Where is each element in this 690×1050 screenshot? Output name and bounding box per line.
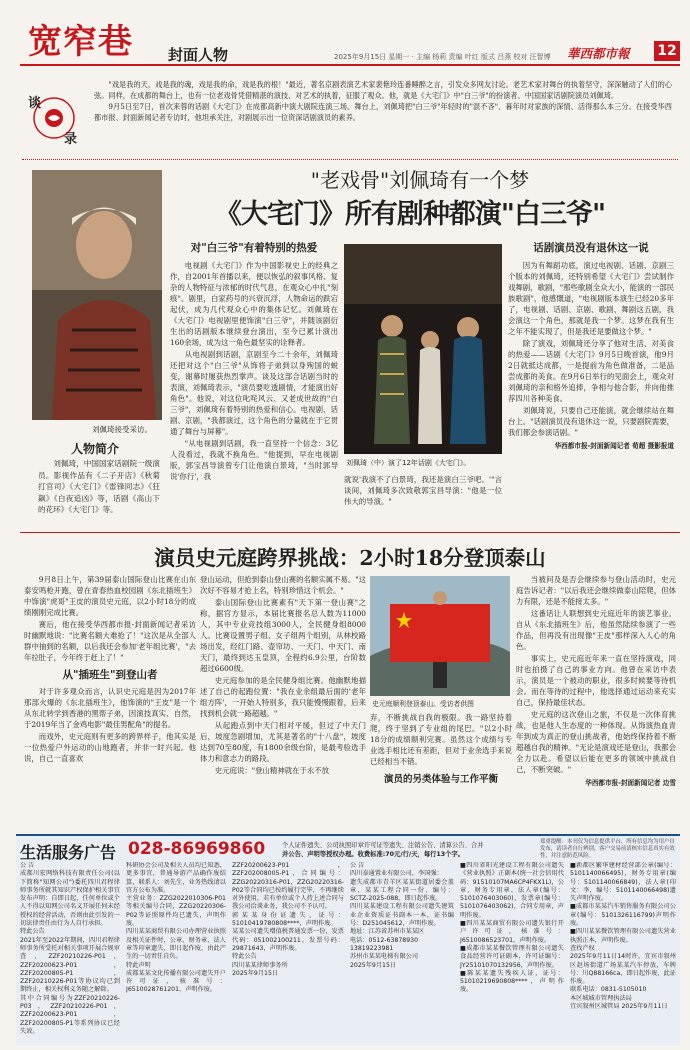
story2-col4 — [516, 574, 676, 787]
header-rule — [20, 64, 680, 66]
story1-col1 — [170, 240, 338, 483]
stage-figures-icon — [344, 244, 502, 454]
story2-col2 — [200, 574, 366, 777]
story2-col1 — [24, 574, 196, 765]
ad-column: 科研协会公司及相关人员均已知悉，更多事宜，普通导游产品确作废结算，联系人：刘先生，业务热线请以官方公布为准。 主营业务：ZZG2022010306-P01等相关编号合同，ZZG20220306-P02等证照原件均已遗失，声明作废。 四川某某商贸有限公司办理营业执照及相关证件时，公章、财务章、法人章等印章遗失，即日起作废，由此产生的一切责任自负。 特此声明 成都某某文化传播有限公司遗失开户许可证，核准号：J6510028761201，声明作废。 — [126, 862, 226, 994]
profile-box-text: 刘佩琦，中国国家话剧院一级演员。影视作品有《二子开店》《秋菊打官司》《大宅门》《雷锋同志》《狂飙》《白夜追凶》等，话剧《高山下的花环》《大宅门》等。 — [38, 459, 160, 514]
intro-paragraph-2: 9月5日至7日，首次来蓉的话剧《大宅门》在成都高新中演大剧院连演三场。舞台上，刘佩琦把"白三爷"年轻时的"混不吝"、暮年时对家族的深情、活得那么本三分。在接受华西都市报、封面新闻记者专访时，他坦承关注，对剧展示出一位资深话剧演员的素养。 — [94, 102, 672, 122]
stage-photo-caption: 刘佩琦（中）演了12年话剧《大宅门》。 — [346, 459, 471, 467]
story2-paragraph: 当被问及是否会继续参与登山活动时，史元庭告诉记者："以后我还会继续做泰山陪爬，但体力有限，还是不能接太多。" — [516, 575, 676, 606]
story2-paragraph: 而戏外，史元庭则有更多的跨界样子，他其实是一位热爱户外运动的山地跑者，并非一时兴起。他说，自己一直喜欢 — [24, 732, 196, 763]
ads-section — [16, 834, 680, 1046]
story1-col3 — [508, 240, 674, 450]
kicker: "老戏骨"刘佩琦有一个梦 — [310, 168, 530, 192]
story2-col3 — [370, 712, 512, 789]
intro-paragraph-1: "戏是我的天，戏是我的魂，戏是我的命，戏是我的根！"最近，著名京剧表演艺术家裴艳玲连番睡醉之言，引发众多网友讨论。老艺术家对舞台的执着坚守，深深触动了人们的心弦。同样，在成都的舞台上，也有一位老戏骨凭借精湛的演技、对艺术的执着，征服了观众。他，就是《大宅门》中"白三爷"的扮演者、中国国家话剧院演员刘佩琦。 — [94, 80, 672, 100]
badge-bottom-char: 录 — [64, 132, 78, 147]
story2-paragraph: 弃，不断挑战自我的极限。我一路坚持着爬，终于坚到了专业组的尾巴。"以2小时18分的成绩顺利完赛。虽然这个成绩与专业选手相比还有差距，但对于业余选手来说已经相当不错。 — [370, 713, 512, 766]
col2-paragraph: 就说'我演不了白景琦，我还是演白三爷吧。'"言谈间，刘佩琦多次致敬郭宝昌导演："他是一位伟大的导演。" — [344, 475, 502, 506]
ad-column: 公 告 四川泰通置业有限公司，李国强： 遗失成都市青羊区某某街道居委会盖章，某某工程合同一份，编号：SCTZ-2025-088，即日起作废。 四川某某建设工程有限公司遗失建筑业企业资质证书副本一本，证书编号：D251045612，声明作废。 地址：江苏省苏州市某某区 电话：0512-63878930 13819223981 苏州市某某电梯有限公司 2025年9月15日 — [350, 862, 454, 969]
ad-column: ZZF20200623-P01，ZZF202008005-P1，合同编号：ZZG20220316-P01，ZZG20220316-P02等合同均已按约履行完毕，不再继续对外使用，若有单位或个人持上述合同与我公司洽谈业务，我公司不予认可。 郭某某身份证遗失，证号：51010419780808****，声明作废。 某某公司遗失增值税普通发票一份，发票代码：051002100211，发票号码：29871643，声明作废。 特此公告 四川某某律师事务所 2025年9月15日 — [232, 862, 344, 977]
col1-subhead: 对"白三爷"有着特别的热爱 — [190, 242, 318, 254]
story2-paragraph: 登山运动，但抢到泰山登山赛的名额实属不易。"这次好不容易才抢上名，特别珍惜这个机会。" — [200, 575, 366, 595]
portrait-caption: 刘佩琦接受采访。 — [92, 425, 152, 434]
talk-badge — [28, 92, 80, 147]
col3-subhead: 话剧演员没有退休这一说 — [533, 242, 649, 254]
ads-disclaimer: 郑重提醒：本刊仅为信息提供平台，所有信息均为用户自发布，请读者自行辨别，客户交易前请核实信息真实有效性，并注意防范风险。 — [540, 839, 675, 859]
portrait-photo — [32, 170, 162, 420]
ads-note-1: 个人证件遗失、公司执照印章许可证等遗失、注销公告、清算公告、合并 — [282, 842, 484, 849]
profile-box-title: 人物简介 — [70, 442, 119, 456]
col1-paragraph: 电视剧《大宅门》作为中国影视史上的经典之作，自2001年首播以来，便以恢弘的叙事风格、复杂的人物特征与浓郁的时代气息，在观众心中扎"刻痕"。剧里，白家药号的兴衰沉浮，人物命运的跌宕起伏，成为几代观众心中的集体记忆。刘佩琦在《大宅门》电视剧里便饰演"白三爷"，并随该剧衍生出的话剧版本继续登台演出，至今已累计演出160余场，成为这一角色最坚实的诠释者。 — [170, 261, 338, 347]
col1-paragraph: 从电视剧到话剧，京剧至今二十余年，刘佩琦还把对这个"白三爷"从饰将子弟到以身殉国的蜕变，谢幕时屡获热烈掌声。谈及这部合话剧当时的表演，刘佩琦表示，"演员要吃透剧情，才能演出好角色"。他说，对这位叱咤风云、又老成世故的"白三爷"，刘佩琦有着特别的热爱和信心。电视剧、话剧、京剧，"我都演过，这个角色的分量就在于它贯通了舞台与屏幕"。 — [170, 350, 338, 436]
story2-subhead-2: 演员的另类体验与工作平衡 — [383, 774, 498, 785]
page-header — [0, 0, 690, 70]
summit-photo — [370, 576, 510, 696]
section-title: 封面人物 — [168, 46, 229, 64]
portrait-figure-icon — [32, 170, 162, 420]
story2-paragraph: 对于许多观众而言，认识史元庭是因为2017年那部火爆的《东北插班生》，他饰演的"王皮"是一个从东北转学到香港的黑帮子弟，因演技真实、自然，于2019年当了金鸡电影"最佳男配角"的提名。 — [24, 687, 196, 729]
story-divider — [20, 532, 680, 533]
page-number: 12 — [654, 41, 680, 61]
ads-title: 生活服务广告 — [20, 843, 117, 862]
story2-paragraph: 赛后，他在接受华西都市报-封面新闻记者采访时幽默地说："比赛名额大难抢了！"这次是从全部人群中抽到的名额，以后我还会参加'老年组比赛'，"去年拉肚子，今年终于赶上了！" — [24, 620, 196, 662]
story2-paragraph: 史元庭的这次登山之旅，不仅是一次体育挑战，也是他人生态度的一种体现。从饰演热血青年到成为真正的登山挑战者，他始终保持着不断超越自我的精神。"无论是演戏还是登山，我都会全力以赴。希望以后能在更多的领域中挑战自己，不断突破。" — [516, 710, 676, 774]
story2-paragraph: 从起跑点到中天门相对平缓，但过了中天门后，坡度急剧增加，尤其是著名的"十八盘"，坡度达到70至80度，有1800余级台阶，是最考验选手体力和意志力的路段。 — [200, 721, 366, 763]
summit-photo-caption: 史元庭顺利登顶泰山。受访者供图 — [372, 700, 474, 708]
col3-paragraph: 除了演戏，刘佩琦还分享了他对生活、对美食的热爱——话剧《大宅门》9月5日晚首演，他9月2日就抵达成都，一是提前为角色做准备，二是品尝成都的美食。在9月6日举行的见面会上，观众对刘佩琦的亲和格外追捧，争相与他合影，并向他推荐四川各种美食。 — [508, 339, 674, 403]
story2-paragraph: 史元庭说："登山精神就在于永不放 — [214, 766, 330, 775]
newspaper-logo: 華西都市報 — [567, 46, 630, 61]
intro-box — [22, 76, 678, 160]
story2-paragraph: 这番话让人联想到史元庭近年的演艺事业。自从《东北插班生》后，他虽然陆续参演了一些作品，但再没有出现像"王皮"那样深入人心的角色。 — [516, 609, 676, 651]
summit-flag-icon — [370, 576, 510, 696]
story2-paragraph: 泰山国际登山比赛素有"天下第一登山赛"之称，据官方显示，本届比赛报名总人数为11000人，其中专业竞技组3000人，全民健身组8000人。比赛设置男子组、女子组两个组别，从林校路场出发，经红门路、壶帘坊、一天门、中天门、南天门，最终到达玉皇顶，全程约6.9公里，台阶数超过6600级。 — [200, 598, 366, 673]
column-title: 宽窄巷 — [28, 22, 133, 62]
stage-photo — [344, 244, 502, 454]
badge-top-char: 谈 — [28, 96, 42, 111]
story2-credit: 华西都市报-封面新闻记者 边雪 — [585, 779, 676, 787]
ad-column: 公 告 成都川宏网络科技有限责任公司(以下简称"知网公司")委托四川君程律师事务所就其知识产权保护相关事宜发布声明：自即日起，任何单位或个人不得以知网公司名义开展任何未经授权的经营活动，否则由此引发的一切法律责任由行为人自行承担。 特此公告 2021年至2022年期间，四川君程律师事务所受托对相关事项开展合规审查，ZZF20210226-P01，ZZF20200623-P01，ZZF20200805-P1，ZZF20210226-P01等协议均已到期终止，相关权利义务随之解除。 其中合同编号为ZZF20210226-P03，ZZF20210226-P01，ZZF20200623-P01，ZZF20200805-P1等系列协议已经失效。 — [20, 862, 120, 1035]
story2-paragraph: 事实上，史元庭近年来一直在坚持演戏，同时也拍摄了自己的事业方向。他曾在采访中表示，演员是一个被动的职业，很多时候要等待机会。而在等待的过程中，他选择通过运动来充实自己，保持最佳状态。 — [516, 654, 676, 707]
story2-paragraph: 史元庭参加的是全民健身组比赛。他幽默地描述了自己的起跑位置："我在业余组最后面的'老年组方阵'，一开始人特别多，我只能慢慢跟着，后来找到机会就一路超越。" — [200, 676, 366, 718]
header-info: 2025年9月15日 星期一 · 主编 杨莉 责编 叶红 版式 吕燕 校对 汪智博 — [334, 53, 551, 61]
col1-paragraph: "从电视剧到话剧，我一直坚持一个信念：3亿人没看过，我就不换角色。"他提到，早在电视剧版，郭宝昌导演曾专门让他演白景琦，"当时郭导说'你行'，我 — [170, 439, 338, 481]
story2-headline: 演员史元庭跨界挑战：2小时18分登顶泰山 — [154, 546, 546, 570]
main-headline: 《大宅门》所有剧种都演"白三爷" — [214, 199, 606, 230]
ad-column: ■新都区繁华建材经营部公章(编号：5101140066495)，财务专用章(编号：5101140066849)，法人章(印文：李，编号：5101140066498)遗失声明作废。 ■成都市某某汽车销售服务有限公司公章(编号：5101326116799)声明作废。 ■四川某某餐饮管理有限公司遗失营业执照正本，声明作废。 查找产权 2025年9月11日14时许，宜宾市叙州区赵场街道广场某某汽车停放，车牌号：川Q88166ca，即日起作废，此证作废。 联系电话：0831-5105010 本区城城市管理执法局 宜宾叙州区城管局 2025年9月11日 — [570, 862, 676, 1011]
col3-paragraph: 刘佩琦说，只要自己还能演，就会继续站在舞台上。"话剧演员没有退休这一说，只要剧院需要，我们都会参演话剧。" — [508, 406, 674, 437]
story2-subhead-1: 从"插班生"到登山者 — [62, 669, 158, 681]
story2-paragraph: 9月8日上午，第39届泰山国际登山比赛在山东泰安鸣枪开跑，曾在青春热血校园剧《东北插班生》中饰演"虎哥"王皮的演员史元庭，以2小时18分的成绩刚刚完成比赛。 — [24, 575, 196, 617]
col3-credit: 华西都市报-封面新闻记者 荀超 摄影报道 — [554, 442, 674, 450]
ad-column: ■四川省阳光建设工程有限公司遗失《营业执照》正副本(统一社会信用代码：91510107MA6CP4FKX1L)，公章、财务专用章、法人章(编号：5101076403060)，发票章(编号：5101076403062)，合同专用章，声明作废。 ■四川某某商贸有限公司遗失银行开户许可证，核准号：J6510086523701，声明作废。 ■成都市某某餐饮管理有限公司遗失食品经营许可证副本，许可证编号：JY25101070132956，声明作废。 ■陈某某遗失残疾人证，证号：51010219690808****，声明作废。 — [460, 862, 564, 994]
col3-paragraph: 因为有舞蹈功底，演过电视剧、话剧、京剧三个版本的刘佩琦，还特别希望《大宅门》尝试制作戏舞剧，歌剧，"那些歌剧全众大小，能演的一部民族歌剧"，他感慨道，"电视剧版本演生已经20多年了，电视剧、话剧、京剧、歌剧、舞剧这五剧，我会演这一个角色，那就是我一个梦。这梦在我有生之年不能实现了，但是我还是要做这个梦。" — [508, 261, 674, 336]
ads-phone: 028-86969860 — [128, 839, 266, 859]
ads-note-2: 并公告、声明等授权办理。收费标准:70元/行/天，每行13个字。 — [282, 851, 465, 858]
